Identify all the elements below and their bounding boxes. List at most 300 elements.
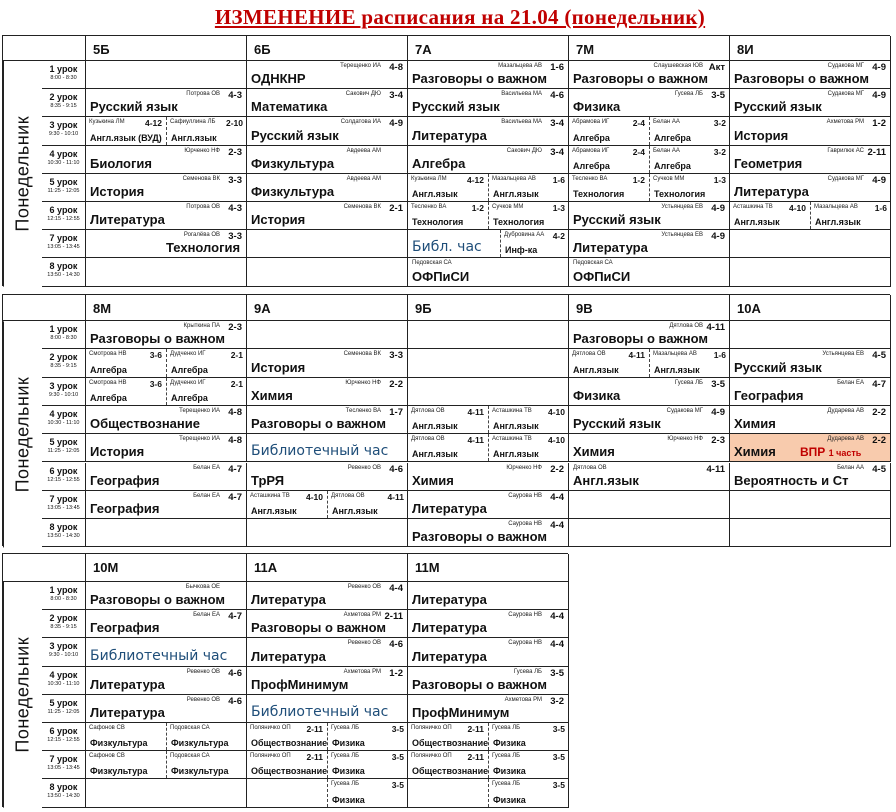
split-right — [489, 723, 569, 750]
schedule-cell — [247, 378, 408, 406]
teacher-name: Белан ЕА — [193, 464, 220, 471]
schedule-table — [2, 35, 890, 286]
subject-name: Англ.язык (ВУД) — [90, 132, 162, 143]
subject-name: Разговоры о важном — [251, 620, 387, 636]
subject-name: Физика — [332, 794, 365, 805]
room-number: 2-11 — [467, 752, 484, 763]
lesson-period — [42, 667, 86, 695]
subject-name: ОФПиСИ — [412, 268, 470, 284]
subject-name: Англ.язык — [412, 421, 458, 432]
schedule-cell — [247, 61, 408, 89]
class-header: 6Б — [247, 36, 408, 61]
day-label: Понедельник — [3, 321, 42, 547]
room-number: 4-10 — [788, 203, 806, 213]
teacher-name: Подовская СА — [170, 725, 210, 731]
lesson-period — [42, 434, 86, 462]
split-left — [408, 779, 489, 806]
subject-name: История — [251, 212, 306, 228]
teacher-name: Саурова НВ — [508, 521, 542, 528]
teacher-name: Поляничко ОП — [411, 725, 452, 731]
room-number: 2-2 — [389, 378, 403, 390]
room-number: 4-9 — [389, 118, 403, 130]
teacher-name: Судакова МГ — [827, 175, 864, 182]
lesson-time: 9:30 - 10:10 — [48, 391, 79, 398]
lesson-time: 13:50 - 14:30 — [47, 272, 80, 279]
schedule-cell — [86, 146, 247, 174]
room-number: 4-4 — [550, 639, 564, 651]
schedule-cell — [408, 519, 569, 547]
lesson-period — [42, 61, 86, 89]
schedule-cell — [730, 491, 891, 519]
class-header: 9В — [569, 295, 730, 321]
schedule-cell — [569, 146, 730, 174]
lesson-period — [42, 491, 86, 519]
schedule-cell — [569, 321, 730, 349]
subject-name: ОФПиСИ — [573, 268, 631, 284]
subject-name: Разговоры о важном — [573, 71, 709, 87]
schedule-cell — [86, 779, 247, 807]
room-number: 1-3 — [552, 203, 565, 213]
room-number: 4-9 — [711, 406, 725, 418]
schedule-cell — [569, 349, 730, 377]
lesson-number: 6 урок — [49, 726, 78, 736]
lesson-number: 5 урок — [49, 697, 78, 708]
room-number: 3-5 — [391, 752, 404, 763]
teacher-name: Мазальцева АВ — [653, 351, 697, 358]
subject-name: Англ.язык — [573, 472, 639, 488]
teacher-name: Устьянцева ЕВ — [661, 204, 703, 210]
subject-name: Обществознание — [412, 738, 489, 749]
split-left — [569, 146, 650, 173]
subject-name: Литература — [412, 620, 487, 636]
teacher-name: Мазальцева АВ — [498, 63, 542, 69]
room-number: 3-6 — [149, 350, 162, 361]
lesson-time: 13:50 - 14:30 — [47, 533, 80, 540]
lesson-number: 4 урок — [49, 408, 78, 419]
subject-name: Англ.язык — [332, 506, 378, 517]
subject-name: Физика — [573, 99, 621, 115]
subject-name: Разговоры о важном — [90, 592, 226, 608]
lesson-number: 8 урок — [49, 522, 78, 533]
teacher-name: Саурова НВ — [508, 492, 542, 499]
schedule-cell — [247, 667, 408, 695]
split-right — [811, 202, 891, 229]
room-number: 2-11 — [467, 724, 484, 734]
room-number: 3-2 — [713, 118, 726, 129]
lesson-number: 7 урок — [49, 493, 78, 504]
lesson-time: 8:00 - 8:30 — [50, 335, 77, 341]
room-number: 4-8 — [228, 435, 242, 447]
teacher-name: Белан ЕА — [837, 379, 864, 386]
split-left — [408, 230, 501, 257]
subject-name: География — [734, 387, 804, 403]
lesson-time: 11:25 - 12:05 — [47, 708, 80, 715]
room-number: 4-12 — [466, 174, 484, 185]
split-right — [650, 146, 730, 173]
subject-name: Химия — [734, 416, 776, 432]
subject-name: Разговоры о важном — [251, 416, 387, 432]
room-number: 3-2 — [713, 146, 726, 157]
library-hour: Библиотечный час — [251, 443, 389, 460]
room-number: 3-5 — [391, 724, 404, 734]
class-header: 11А — [247, 554, 408, 582]
library-hour: Библ. час — [412, 239, 482, 256]
room-number: 4-11 — [387, 491, 404, 502]
room-number: 4-9 — [872, 62, 886, 73]
teacher-name: Ахметова РМ — [826, 119, 864, 126]
lesson-number: 4 урок — [49, 669, 78, 680]
lesson-period — [42, 751, 86, 779]
room-number: 4-6 — [389, 639, 403, 651]
room-number: 4-10 — [305, 491, 323, 502]
room-number: 4-6 — [228, 695, 242, 707]
teacher-name: Устьянцева ЕВ — [661, 232, 703, 239]
lesson-time: 8:00 - 8:30 — [50, 596, 77, 602]
subject-name: Химия — [412, 472, 454, 488]
lesson-time: 13:05 - 13:45 — [47, 244, 80, 251]
teacher-name: Дятлова ОВ — [411, 407, 445, 414]
lesson-number: 5 урок — [49, 437, 78, 448]
room-number: 3-5 — [552, 752, 565, 763]
schedule-cell — [730, 519, 891, 547]
schedule-cell — [247, 638, 408, 666]
teacher-name: Авдеева АМ — [346, 147, 381, 154]
teacher-name: Судакова МГ — [827, 63, 864, 69]
lesson-period — [42, 146, 86, 174]
split-left — [569, 174, 650, 201]
class-header: 9Б — [408, 295, 569, 321]
subject-name: Литература — [90, 212, 165, 228]
lesson-number: 7 урок — [49, 233, 78, 244]
schedule-cell — [408, 349, 569, 377]
teacher-name: Педовская СА — [412, 260, 452, 267]
split-left — [408, 406, 489, 433]
room-number: 1-2 — [632, 174, 645, 185]
subject-name: Физкультура — [171, 738, 229, 749]
lesson-number: 8 урок — [49, 782, 78, 793]
split-right — [167, 117, 247, 144]
teacher-name: Поляничко ОП — [250, 725, 291, 731]
teacher-name: Дударева АВ — [827, 407, 864, 414]
teacher-name: Сафиуллина ЛБ — [170, 119, 216, 126]
schedule-cell — [247, 230, 408, 258]
room-number: 1-6 — [874, 203, 887, 213]
schedule-cell — [730, 434, 891, 462]
teacher-name: Асташкина ТВ — [492, 407, 532, 414]
subject-name: Русский язык — [573, 416, 661, 432]
schedule-table — [2, 294, 890, 546]
teacher-name: Семенова ВК — [343, 204, 381, 210]
subject-name: Русский язык — [734, 99, 822, 115]
schedule-cell — [86, 463, 247, 491]
schedule-cell — [247, 582, 408, 610]
lesson-period — [42, 779, 86, 807]
split-right — [328, 779, 408, 806]
subject-name: Геометрия — [734, 155, 803, 171]
room-number: 4-12 — [144, 118, 162, 129]
library-hour: Библиотечный час — [90, 647, 228, 664]
subject-name: Разговоры о важном — [734, 71, 870, 87]
split-right — [328, 751, 408, 778]
schedule-cell — [730, 89, 891, 117]
schedule-cell — [247, 406, 408, 434]
schedule-cell — [247, 779, 408, 807]
teacher-name: Гусева ЛБ — [331, 781, 360, 788]
room-number: 3-3 — [228, 231, 242, 243]
subject-name: История — [734, 127, 789, 143]
subject-name: Технология — [573, 188, 625, 199]
teacher-name: Тесленко ВА — [411, 204, 447, 210]
lesson-period — [42, 695, 86, 723]
subject-name: Англ.язык — [493, 449, 539, 460]
schedule-cell — [408, 202, 569, 230]
split-left — [730, 202, 811, 229]
teacher-name: Юрченко НФ — [184, 147, 220, 154]
teacher-name: Гусева ЛБ — [492, 725, 521, 731]
subject-name: Физика — [493, 794, 526, 805]
schedule-cell — [86, 258, 247, 286]
subject-name: Разговоры о важном — [412, 676, 548, 692]
room-number: 4-11 — [628, 350, 645, 361]
header-corner — [3, 295, 86, 321]
teacher-name: Васильева МА — [501, 119, 542, 126]
teacher-name: Крыткина ПА — [183, 323, 220, 329]
subject-name: Алгебра — [90, 392, 127, 403]
lesson-time: 8:00 - 8:30 — [50, 75, 77, 81]
subject-name: Физкультура — [90, 738, 148, 749]
schedule-cell — [86, 406, 247, 434]
lesson-time: 10:30 - 11:10 — [47, 419, 80, 426]
class-header: 8И — [730, 36, 891, 61]
subject-name: Технология — [654, 188, 706, 199]
header-corner — [3, 554, 86, 582]
room-number: 4-7 — [228, 491, 242, 503]
day-label: Понедельник — [3, 61, 42, 287]
room-number: 3-4 — [550, 118, 564, 130]
header-corner — [3, 36, 86, 61]
teacher-name: Ахметова РМ — [343, 612, 381, 619]
teacher-name: Гусева ЛБ — [331, 753, 360, 760]
lesson-time: 9:30 - 10:10 — [48, 652, 79, 659]
teacher-name: Тесленко ВА — [572, 175, 608, 182]
lesson-period — [42, 582, 86, 610]
room-number: 4-10 — [547, 435, 565, 446]
split-right — [328, 491, 408, 518]
lesson-number: 1 урок — [49, 585, 78, 595]
room-number: 4-7 — [228, 611, 242, 623]
split-left — [408, 174, 489, 201]
schedule-cell — [86, 723, 247, 751]
class-header: 7М — [569, 36, 730, 61]
subject-name: Математика — [251, 99, 328, 115]
teacher-name: Асташкина ТВ — [250, 492, 290, 499]
split-right — [167, 349, 247, 376]
room-number: 2-2 — [550, 463, 564, 475]
room-number: 2-11 — [867, 146, 886, 158]
split-left — [247, 751, 328, 778]
teacher-name: Устьянцева ЕВ — [822, 351, 864, 358]
room-number: 1-7 — [389, 406, 403, 418]
split-left — [569, 349, 650, 376]
room-number: 3-4 — [389, 90, 403, 102]
lesson-number: 6 урок — [49, 465, 78, 476]
class-header: 5Б — [86, 36, 247, 61]
vpr-part: 1 часть — [828, 448, 862, 459]
teacher-name: Белан АА — [837, 464, 864, 471]
split-right — [489, 406, 569, 433]
teacher-name: Ревенко ОВ — [347, 464, 381, 471]
subject-name: Литература — [412, 648, 487, 664]
schedule-cell — [408, 146, 569, 174]
room-number: 1-2 — [872, 118, 886, 130]
schedule-cell — [86, 519, 247, 547]
subject-name: История — [90, 183, 145, 199]
subject-name: Физкультура — [251, 155, 335, 171]
split-right — [489, 202, 569, 229]
schedule-cell — [408, 89, 569, 117]
room-number: 4-4 — [550, 611, 564, 623]
schedule-cell — [730, 202, 891, 230]
subject-name: ПрофМинимум — [251, 676, 349, 692]
schedule-cell — [408, 434, 569, 462]
subject-name: География — [90, 472, 160, 488]
teacher-name: Судакова МГ — [666, 407, 703, 414]
subject-name: Англ.язык — [815, 217, 861, 228]
room-number: 2-2 — [872, 406, 886, 418]
room-number: 3-5 — [552, 780, 565, 791]
split-right — [650, 117, 730, 144]
room-number: 3-3 — [228, 174, 242, 186]
lesson-time: 8:35 - 9:15 — [50, 624, 77, 631]
split-left — [86, 723, 167, 750]
room-number: 3-5 — [552, 724, 565, 734]
lesson-number: 1 урок — [49, 64, 78, 74]
teacher-name: Потрова ОВ — [186, 91, 220, 98]
schedule-cell — [408, 582, 569, 610]
schedule-cell — [730, 378, 891, 406]
room-number: 3-5 — [391, 780, 404, 791]
schedule-cell — [730, 321, 891, 349]
subject-name: Алгебра — [171, 392, 208, 403]
teacher-name: Ревенко ОВ — [186, 668, 220, 675]
room-number: 4-11 — [706, 463, 725, 475]
lesson-period — [42, 117, 86, 145]
lesson-number: 4 урок — [49, 148, 78, 159]
subject-name: Англ.язык — [412, 449, 458, 460]
schedule-cell — [247, 695, 408, 723]
schedule-cell — [247, 723, 408, 751]
class-header: 10А — [730, 295, 891, 321]
subject-name: Физика — [493, 738, 526, 749]
subject-name: Англ.язык — [654, 364, 700, 375]
schedule-cell — [569, 378, 730, 406]
teacher-name: Дударева АВ — [827, 436, 864, 443]
lesson-period — [42, 463, 86, 491]
schedule-cell — [247, 610, 408, 638]
teacher-name: Гусева ЛБ — [513, 668, 542, 675]
split-right — [501, 230, 569, 257]
subject-name: География — [90, 620, 160, 636]
subject-name: Физкультура — [90, 766, 148, 777]
room-number: 4-9 — [711, 231, 725, 243]
subject-name: ТрРЯ — [251, 472, 285, 488]
room-number: 3-2 — [550, 695, 564, 707]
schedule-cell — [408, 61, 569, 89]
subject-name: ПрофМинимум — [412, 704, 510, 720]
teacher-name: Саурова НВ — [508, 612, 542, 619]
subject-name: Инф-ка — [505, 245, 538, 256]
subject-name: Алгебра — [412, 155, 466, 171]
teacher-name: Ахметова РМ — [504, 696, 542, 703]
split-left — [86, 378, 167, 405]
lesson-number: 7 урок — [49, 754, 78, 765]
lesson-number: 8 урок — [49, 261, 78, 272]
teacher-name: Дудченко ИГ — [170, 379, 206, 386]
schedule-cell — [569, 406, 730, 434]
schedule-cell — [86, 610, 247, 638]
room-number: 4-4 — [389, 583, 403, 594]
split-left — [569, 117, 650, 144]
schedule-cell — [569, 202, 730, 230]
room-number: 1-3 — [713, 174, 726, 185]
schedule-cell — [408, 638, 569, 666]
schedule-cell — [86, 751, 247, 779]
subject-name: Вероятность и Ст — [734, 472, 849, 488]
subject-name: Технология — [412, 217, 464, 228]
subject-name: Обществознание — [251, 738, 328, 749]
room-number: 4-5 — [872, 350, 886, 362]
schedule-cell — [86, 491, 247, 519]
subject-name: Разговоры о важном — [412, 71, 548, 87]
split-right — [167, 378, 247, 405]
teacher-name: Саурова НВ — [508, 640, 542, 647]
subject-name: Химия — [573, 444, 615, 460]
schedule-cell — [730, 146, 891, 174]
room-number: 4-3 — [228, 203, 242, 214]
subject-name: Биология — [90, 155, 152, 171]
schedule-cell — [86, 321, 247, 349]
room-number: 4-8 — [389, 62, 403, 73]
teacher-name: Юрченко НФ — [345, 379, 381, 386]
room-number: 4-9 — [872, 174, 886, 186]
schedule-cell — [86, 378, 247, 406]
room-number: 2-4 — [632, 118, 645, 129]
room-number: Акт — [708, 62, 725, 73]
lesson-time: 12:15 - 12:55 — [47, 216, 80, 222]
schedule-cell — [247, 258, 408, 286]
schedule-table — [2, 553, 568, 807]
teacher-name: Рогалёва ОВ — [183, 232, 220, 239]
schedule-cell — [569, 230, 730, 258]
schedule-cell — [730, 117, 891, 145]
teacher-name: Белан АА — [653, 147, 680, 154]
teacher-name: Юрченко НФ — [506, 464, 542, 471]
schedule-cell — [408, 723, 569, 751]
teacher-name: Асташкина ТВ — [733, 204, 773, 210]
teacher-name: Терещенко ИА — [340, 63, 381, 69]
lesson-time: 12:15 - 12:55 — [47, 476, 80, 483]
schedule-cell — [247, 146, 408, 174]
room-number: 4-7 — [228, 463, 242, 475]
room-number: 1-6 — [552, 174, 565, 185]
subject-name: Англ.язык — [493, 421, 539, 432]
subject-name: Обществознание — [251, 766, 328, 777]
teacher-name: Сучков ММ — [492, 204, 524, 210]
subject-name: Химия — [251, 387, 293, 403]
schedule-cell — [569, 434, 730, 462]
subject-name: Литература — [412, 501, 487, 517]
teacher-name: Дятлова ОВ — [573, 464, 607, 471]
